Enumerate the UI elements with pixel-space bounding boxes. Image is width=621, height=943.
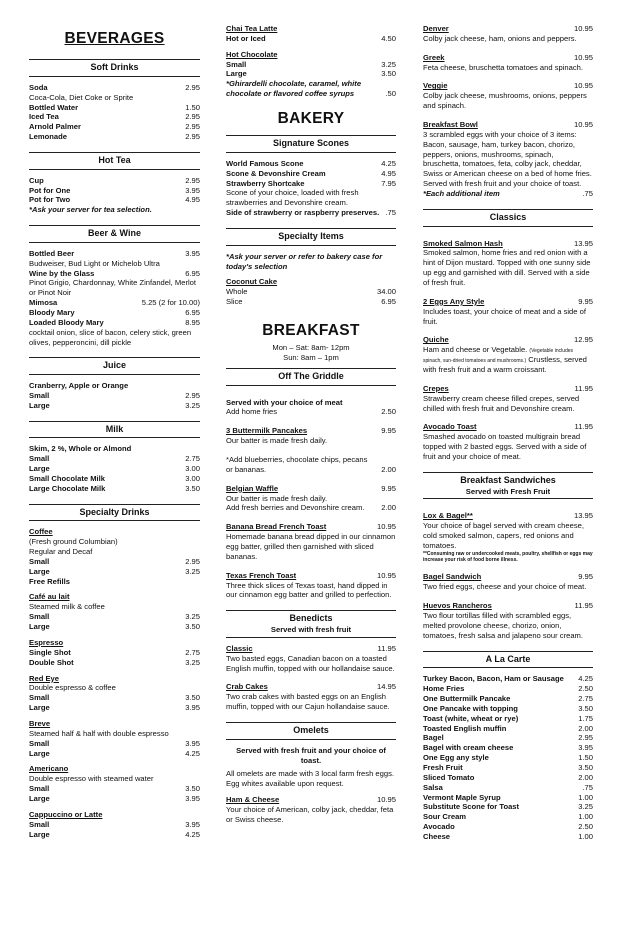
menu-item: Texas French Toast 10.95 xyxy=(226,570,396,580)
item-description: Ham and cheese or Vegetable. (Vegetable includes spinach, sun-dried tomatoes and mushrooms.) Crustless, served with fresh fruit and a warm croissant. xyxy=(423,345,587,375)
list-item: Sour Cream 1.00 xyxy=(423,812,593,822)
item-description: Budweiser, Bud Light or Michelob Ultra xyxy=(29,258,160,268)
menu-item: Small 3.50 xyxy=(29,693,200,703)
item-note: *Ask your server or refer to bakery case for today's selection xyxy=(226,251,383,271)
soft-drinks-header: Soft Drinks xyxy=(29,59,200,77)
hours: Sun: 8am – 1pm xyxy=(283,352,339,362)
breakfast-sandwiches-header: Breakfast Sandwiches Served with Fresh Fruit xyxy=(423,472,593,500)
item-description: Three thick slices of Texas toast, hand dipped in our cinnamon egg batter and grilled to perfection. xyxy=(226,580,392,600)
item-description: Colby jack cheese, mushrooms, onions, peppers and spinach. xyxy=(423,91,587,111)
item-description: (Fresh ground Columbian) xyxy=(29,537,118,547)
menu-column-bakery-breakfast xyxy=(226,24,396,825)
breakfast-title: BREAKFAST xyxy=(262,321,360,339)
list-item: One Pancake with topping 3.50 xyxy=(423,703,593,713)
menu-item: Large 3.95 xyxy=(29,793,200,803)
item-description: Our batter is made fresh daily. xyxy=(226,493,328,503)
item-description: Coca-Cola, Diet Coke or Sprite xyxy=(29,92,134,102)
item-description: Two flour tortillas filled with scrambled eggs, melted provolone cheese, chorizo, onion, tomatoes, fresh salsa and jalapeno sour cream. xyxy=(423,610,583,640)
menu-item: Small 2.75 xyxy=(29,454,200,464)
list-item: Toasted English muffin 2.00 xyxy=(423,723,593,733)
item-title: Cappuccino or Latte xyxy=(29,809,103,819)
menu-item: Huevos Rancheros 11.95 xyxy=(423,601,593,611)
classics-header: Classics xyxy=(423,209,593,227)
menu-item: Large 4.25 xyxy=(29,829,200,839)
beer-wine-header: Beer & Wine xyxy=(29,225,200,243)
bakery-title: BAKERY xyxy=(277,110,345,128)
item-description: Cranberry, Apple or Orange xyxy=(29,381,129,391)
menu-item: Small 3.25 xyxy=(226,59,396,69)
list-item: Avocado 2.50 xyxy=(423,822,593,832)
menu-item: Small 3.95 xyxy=(29,738,200,748)
menu-item: Quiche 12.95 xyxy=(423,335,593,345)
item-description: Smoked salmon, home fries and red onion with a hint of Dijon mustard. Topped with one sunny side up egg and garnished with dill. Served with a side of fresh fruit. xyxy=(423,248,591,288)
menu-item: Strawberry Shortcake 7.95 xyxy=(226,178,396,188)
item-title: Red Eye xyxy=(29,673,59,683)
menu-item: Iced Tea 2.95 xyxy=(29,112,200,122)
menu-item: Greek 10.95 xyxy=(423,52,593,62)
menu-item: Small 3.95 xyxy=(29,819,200,829)
menu-item: Classic 11.95 xyxy=(226,643,396,653)
menu-item: Pot for Two 4.95 xyxy=(29,195,200,205)
item-description: Skim, 2 %, Whole or Almond xyxy=(29,444,132,454)
beverages-title: BEVERAGES xyxy=(64,30,165,47)
menu-item: Loaded Bloody Mary 8.95 xyxy=(29,317,200,327)
menu-item: Soda 2.95 xyxy=(29,82,200,92)
hours: Mon – Sat: 8am- 12pm xyxy=(272,343,350,353)
menu-item: Large 3.50 xyxy=(29,622,200,632)
menu-item: Add home fries 2.50 xyxy=(226,407,396,417)
menu-item: Lox & Bagel** 13.95 xyxy=(423,511,593,521)
item-title: Espresso xyxy=(29,637,64,647)
item-title: Coffee xyxy=(29,527,53,537)
menu-item: Lemonade 2.95 xyxy=(29,132,200,142)
item-note: *Ask your server for tea selection. xyxy=(29,205,152,215)
item-title: Breve xyxy=(29,718,51,728)
list-item: Bagel 2.95 xyxy=(423,733,593,743)
list-item: Salsa .75 xyxy=(423,782,593,792)
menu-item: Large Chocolate Milk 3.50 xyxy=(29,483,200,493)
item-note: Served with fresh fruit and your choice of toast. xyxy=(236,745,386,765)
menu-item: 3 Buttermilk Pancakes 9.95 xyxy=(226,426,396,436)
item-title: Café au lait xyxy=(29,592,70,602)
item-title: Coconut Cake xyxy=(226,277,278,287)
item-note: Served with your choice of meat xyxy=(226,397,343,407)
menu-item: Ham & Cheese 10.95 xyxy=(226,795,396,805)
menu-item: Avocado Toast 11.95 xyxy=(423,422,593,432)
item-description: Two fried eggs, cheese and your choice of meat. xyxy=(423,582,587,592)
item-note: Free Refills xyxy=(29,576,70,586)
menu-item: Large 3.25 xyxy=(29,566,200,576)
item-description: Double espresso & coffee xyxy=(29,683,116,693)
menu-item: Small 2.95 xyxy=(29,390,200,400)
list-item: Home Fries 2.50 xyxy=(423,684,593,694)
menu-item: Small 3.50 xyxy=(29,784,200,794)
menu-item: Bagel Sandwich 9.95 xyxy=(423,572,593,582)
list-item: Bagel with cream cheese 3.95 xyxy=(423,743,593,753)
menu-item: Large 3.50 xyxy=(226,69,396,79)
item-warning: **Consuming raw or undercooked meats, poultry, shellfish or eggs may increase your risk of food borne illness. xyxy=(423,550,593,564)
menu-item: Whole 34.00 xyxy=(226,287,396,297)
list-item: One Buttermilk Pancake 2.75 xyxy=(423,693,593,703)
item-description: Steamed milk & coffee xyxy=(29,602,105,612)
menu-item: Crepes 11.95 xyxy=(423,383,593,393)
item-title: Hot Chocolate xyxy=(226,49,278,59)
item-description: Steamed half & half with double espresso xyxy=(29,728,169,738)
item-description: Two basted eggs, Canadian bacon on a toasted English muffin, topped with our hollandaise sauce. xyxy=(226,653,395,673)
list-item: Fresh Fruit 3.50 xyxy=(423,762,593,772)
menu-item: *Add blueberries, chocolate chips, pecans or bananas. 2.00 xyxy=(226,454,396,474)
list-item: Substitute Scone for Toast 3.25 xyxy=(423,802,593,812)
juice-header: Juice xyxy=(29,357,200,375)
item-description: Your choice of bagel served with cream cheese, cold smoked salmon, capers, red onions and tomatoes. xyxy=(423,521,584,551)
a-la-carte-list xyxy=(423,674,593,842)
specialty-drinks-header: Specialty Drinks xyxy=(29,504,200,522)
menu-item: Arnold Palmer 2.95 xyxy=(29,122,200,132)
menu-item: Smoked Salmon Hash 13.95 xyxy=(423,238,593,248)
menu-item: 2 Eggs Any Style 9.95 xyxy=(423,296,593,306)
item-description: cocktail onion, slice of bacon, celery stick, green olives, pepperoncini, dill pickle xyxy=(29,327,192,347)
menu-item: Cup 2.95 xyxy=(29,175,200,185)
signature-scones-header: Signature Scones xyxy=(226,135,396,153)
item-description: Double espresso with steamed water xyxy=(29,774,154,784)
menu-item: Large 3.95 xyxy=(29,703,200,713)
menu-item: Pot for One 3.95 xyxy=(29,185,200,195)
hot-tea-header: Hot Tea xyxy=(29,152,200,170)
item-description: Scone of your choice, loaded with fresh strawberries and Devonshire cream. xyxy=(226,188,359,208)
menu-item: Small Chocolate Milk 3.00 xyxy=(29,473,200,483)
list-item: One Egg any style 1.50 xyxy=(423,753,593,763)
menu-item: Slice 6.95 xyxy=(226,297,396,307)
menu-item: Denver 10.95 xyxy=(423,24,593,33)
item-description: Regular and Decaf xyxy=(29,547,93,557)
menu-item: Belgian Waffle 9.95 xyxy=(226,483,396,493)
menu-item: Side of strawberry or raspberry preserves. .75 xyxy=(226,208,396,218)
menu-item: Large 4.25 xyxy=(29,748,200,758)
menu-item: Veggie 10.95 xyxy=(423,81,593,91)
item-description: 3 scrambled eggs with your choice of 3 items: Bacon, sausage, ham, turkey bacon, chorizo, peppers, onions, mushrooms, spinach, bruschetta, tomatoes, feta, colby jack, cheddar, Swiss or American cheese on a bed of home fries. Served with fresh fruit and your choice of toast. xyxy=(423,129,592,189)
menu-item: Bottled Water 1.50 xyxy=(29,102,200,112)
item-description: All omelets are made with 3 local farm fresh eggs. Egg whites available upon request. xyxy=(226,769,394,789)
menu-item: Small 2.95 xyxy=(29,556,200,566)
menu-item: Bottled Beer 3.95 xyxy=(29,248,200,258)
menu-item: Large 3.25 xyxy=(29,400,200,410)
menu-item: Chai Tea Latte xyxy=(226,24,278,33)
off-the-griddle-header: Off The Griddle xyxy=(226,368,396,386)
item-description: Includes toast, your choice of meat and a side of fruit. xyxy=(423,306,586,326)
list-item: Vermont Maple Syrup 1.00 xyxy=(423,792,593,802)
benedicts-header: Benedicts Served with fresh fruit xyxy=(226,610,396,638)
menu-item: Double Shot 3.25 xyxy=(29,657,200,667)
list-item: Turkey Bacon, Bacon, Ham or Sausage 4.25 xyxy=(423,674,593,684)
menu-item: Add fresh berries and Devonshire cream. 2.00 xyxy=(226,503,396,513)
menu-column-beverages xyxy=(29,24,200,839)
menu-item: *Each additional item .75 xyxy=(423,189,593,199)
item-description: Our batter is made fresh daily. xyxy=(226,436,328,446)
specialty-items-header: Specialty Items xyxy=(226,228,396,246)
item-description: Two crab cakes with basted eggs on an English muffin, topped with our Cajun hollandaise sauce. xyxy=(226,692,390,712)
a-la-carte-header: A La Carte xyxy=(423,651,593,669)
menu-item: World Famous Scone 4.25 xyxy=(226,158,396,168)
item-description: Pinot Grigio, Chardonnay, White Zinfandel, Merlot or Pinot Noir xyxy=(29,278,196,298)
item-description: Your choice of American, colby jack, cheddar, feta or Swiss cheese. xyxy=(226,804,394,824)
menu-item: Large 3.00 xyxy=(29,464,200,474)
menu-item: Scone & Devonshire Cream 4.95 xyxy=(226,168,396,178)
omelets-header: Omelets xyxy=(226,722,396,740)
menu-column-breakfast-cont xyxy=(423,24,593,842)
item-description: Colby jack cheese, ham, onions and peppers. xyxy=(423,33,577,43)
menu-item: Single Shot 2.75 xyxy=(29,647,200,657)
menu-item: Hot or Iced 4.50 xyxy=(226,33,396,43)
menu-item: Mimosa 5.25 (2 for 10.00) xyxy=(29,298,200,308)
list-item: Toast (white, wheat or rye) 1.75 xyxy=(423,713,593,723)
menu-item: Banana Bread French Toast 10.95 xyxy=(226,522,396,532)
menu-item: Bloody Mary 6.95 xyxy=(29,307,200,317)
item-description: Strawberry cream cheese filled crepes, served chilled with fresh fruit and Devonshire cream. xyxy=(423,393,580,413)
list-item: Sliced Tomato 2.00 xyxy=(423,772,593,782)
item-title: Americano xyxy=(29,764,69,774)
list-item: Cheese 1.00 xyxy=(423,831,593,841)
menu-item: Crab Cakes 14.95 xyxy=(226,682,396,692)
menu-item: *Ghirardelli chocolate, caramel, white chocolate or flavored coffee syrups .50 xyxy=(226,79,396,99)
menu-item: Wine by the Glass 6.95 xyxy=(29,268,200,278)
item-description: Smashed avocado on toasted multigrain bread topped with 2 basted eggs. Served with a side of fruit and your choice of meat. xyxy=(423,432,587,462)
menu-item: Breakfast Bowl 10.95 xyxy=(423,120,593,130)
item-description: Homemade banana bread dipped in our cinnamon egg batter, grilled then garnished with sliced bananas. xyxy=(226,532,396,561)
menu-item: Small 3.25 xyxy=(29,612,200,622)
item-description: Feta cheese, bruschetta tomatoes and spinach. xyxy=(423,62,583,72)
milk-header: Milk xyxy=(29,421,200,439)
